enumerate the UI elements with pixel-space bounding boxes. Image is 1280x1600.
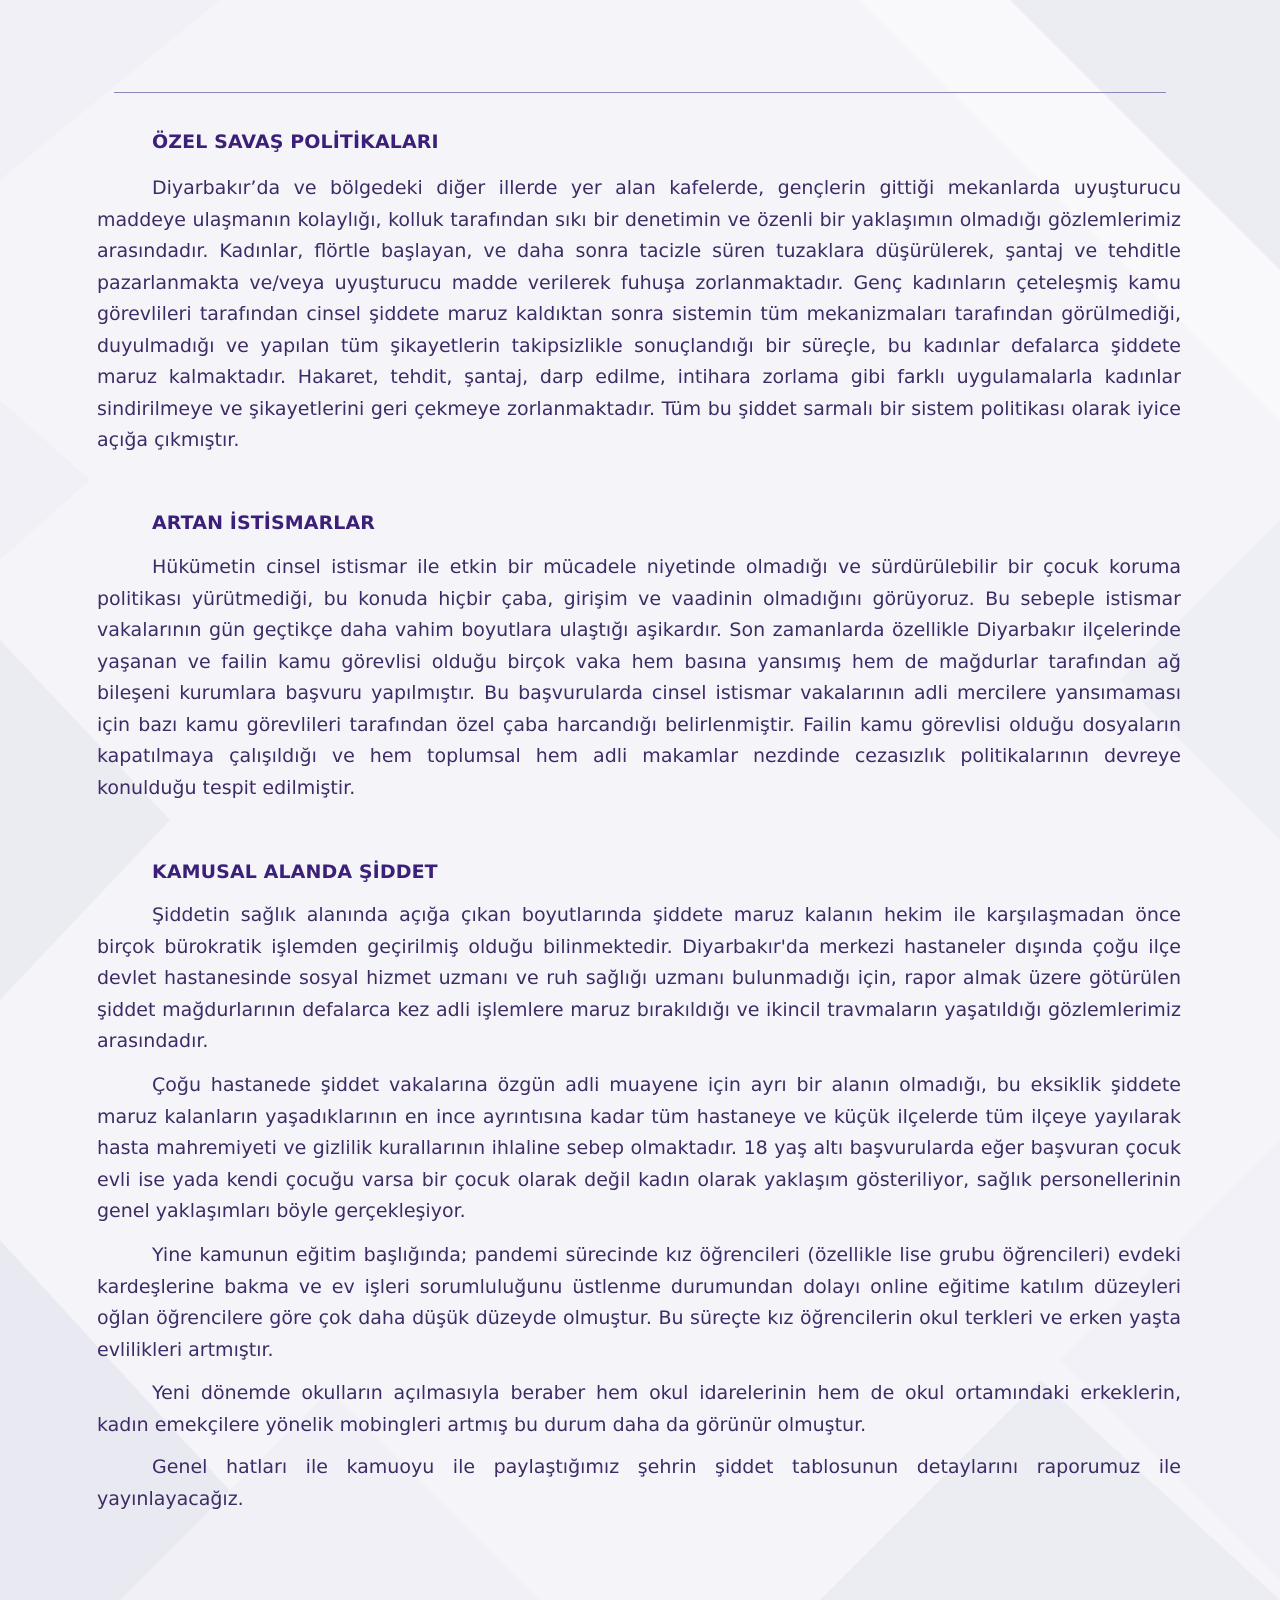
section-heading-artan-istismarlar: ARTAN İSTİSMARLAR [152, 512, 376, 534]
section-paragraph: Şiddetin sağlık alanında açığa çıkan boyutlarında şiddete maruz kalanın hekim ile karşılaşmadan önce birçok bürokratik işlemden geçirilmiş olduğu bilinmektedir. Diyarbakır'da merkezi hastaneler dışında çoğu ilçe devlet hastanesinde sosyal hizmet uzmanı ve ruh sağlığı uzmanı bulunmadığı için, rapor almak üzere götürülen şiddet mağdurlarının defalarca kez adli işlemlere maruz bırakıldığı ve ikincil travmaların yaşatıldığı gözlemlerimiz arasındadır. [97, 904, 1181, 1052]
section-heading-ozel-savas: ÖZEL SAVAŞ POLİTİKALARI [152, 131, 439, 153]
section-paragraph: Hükümetin cinsel istismar ile etkin bir mücadele niyetinde olmadığı ve sürdürülebilir bir çocuk koruma politikası yürütmediği, bu konuda hiçbir çaba, girişim ve vaadinin olmadığını görüyoruz. Bu sebeple istismar vakalarının gün geçtikçe daha vahim boyutlara ulaştığı aşikardır. Son zamanlarda özellikle Diyarbakır ilçelerinde yaşanan ve failin kamu görevlisi olduğu birçok vaka hem basına yansımış hem de mağdurlar tarafından ağ bileşeni kurumlara başvuru yapılmıştır. Bu başvurularda cinsel istismar vakalarının adli mercilere yansımaması için bazı kamu görevlileri tarafından özel çaba harcandığı belirlenmiştir. Failin kamu görevlisi olduğu dosyaların kapatılmaya çalışıldığı ve hem toplumsal hem adli makamlar nezdinde cezasızlık politikalarının devreye konulduğu tespit edilmiştir. [97, 556, 1181, 799]
header-divider [114, 92, 1166, 93]
section-paragraph: Genel hatları ile kamuoyu ile paylaştığımız şehrin şiddet tablosunun detaylarını raporumuz ile yayınlayacağız. [97, 1456, 1181, 1510]
section-paragraph: Yine kamunun eğitim başlığında; pandemi sürecinde kız öğrencileri (özellikle lise grubu öğrencileri) evdeki kardeşlerine bakma ve ev işleri sorumluluğunu üstlenme durumundan dolayı online eğitime katılım düzeyleri oğlan öğrencilere göre çok daha düşük düzeyde olmuştur. Bu süreçte kız öğrencilerin okul terkleri ve erken yaşta evlilikleri artmıştır. [97, 1244, 1181, 1361]
section-heading-kamusal-alanda-siddet: KAMUSAL ALANDA ŞİDDET [152, 861, 438, 883]
section-paragraph: Diyarbakır’da ve bölgedeki diğer illerde yer alan kafelerde, gençlerin gittiği mekanlarda uyuşturucu maddeye ulaşmanın kolaylığı, kolluk tarafından sıkı bir denetimin ve özenli bir yaklaşımın olmadığı gözlemlerimiz arasındadır. Kadınlar, flörtle başlayan, ve daha sonra tacizle süren tuzaklara düşürülerek, şantaj ve tehditle pazarlanmakta ve/veya uyuşturucu madde verilerek fuhuşa zorlanmaktadır. Genç kadınların çeteleşmiş kamu görevlileri tarafından cinsel şiddete maruz kaldıktan sonra sistemin tüm mekanizmaları tarafından görülmediği, duyulmadığı ve yapılan tüm şikayetlerin takipsizlikle sonuçlandığı bir süreçle, bu kadınlar defalarca şiddete maruz kalmaktadır. Hakaret, tehdit, şantaj, darp edilme, intihara zorlama gibi farklı uygulamalarla kadınlar sindirilmeye ve şikayetlerini geri çekmeye zorlanmaktadır. Tüm bu şiddet sarmalı bir sistem politikası olarak iyice açığa çıkmıştır. [97, 177, 1181, 451]
section-paragraph: Yeni dönemde okulların açılmasıyla beraber hem okul idarelerinin hem de okul ortamındaki erkeklerin, kadın emekçilere yönelik mobingleri artmış bu durum daha da görünür olmuştur. [97, 1382, 1181, 1436]
section-paragraph: Çoğu hastanede şiddet vakalarına özgün adli muayene için ayrı bir alanın olmadığı, bu eksiklik şiddete maruz kalanların yaşadıklarının en ince ayrıntısına kadar tüm hastaneye ve küçük ilçelerde tüm ilçeye yayılarak hasta mahremiyeti ve gizlilik kurallarının ihlaline sebep olmaktadır. 18 yaş altı başvurularda eğer başvuran çocuk evli ise yada kendi çocuğu varsa bir çocuk olarak değil kadın olarak yaklaşım gösteriliyor, sağlık personellerinin genel yaklaşımları böyle gerçekleşiyor. [97, 1074, 1181, 1222]
